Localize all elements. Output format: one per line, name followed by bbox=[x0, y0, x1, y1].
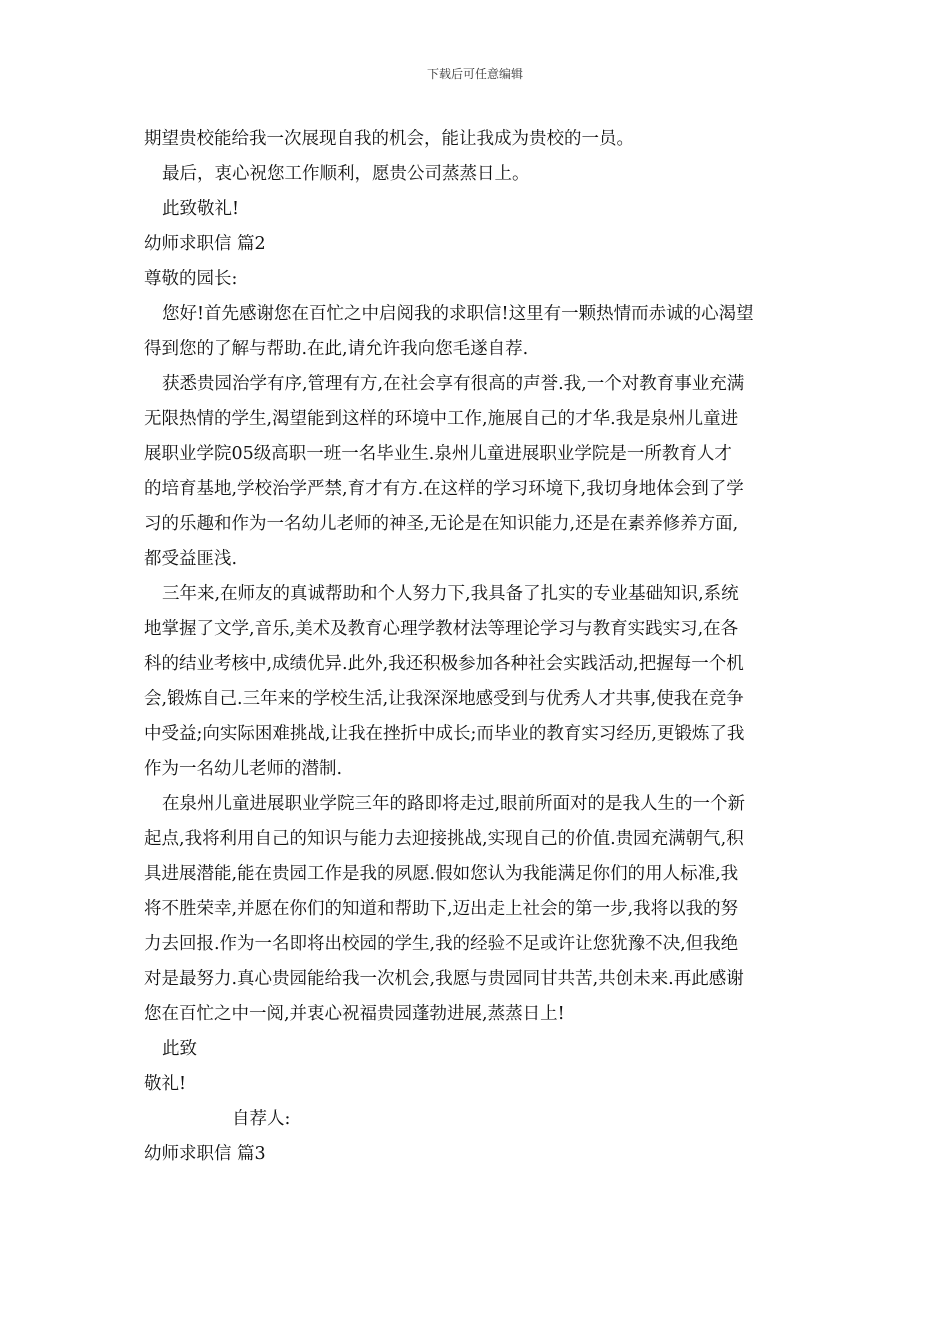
text-line: 习的乐趣和作为一名幼儿老师的神圣,无论是在知识能力,还是在素养修养方面, bbox=[144, 514, 739, 534]
text-line: 展职业学院05级高职一班一名毕业生.泉州儿童进展职业学院是一所教育人才 bbox=[144, 444, 732, 464]
text-line: 地掌握了文学,音乐,美术及教育心理学教材法等理论学习与教育实践实习,在各 bbox=[144, 619, 739, 639]
signature-line: 自荐人: bbox=[232, 1109, 291, 1129]
text-line: 都受益匪浅. bbox=[144, 549, 238, 569]
text-line: 三年来,在师友的真诚帮助和个人努力下,我具备了扎实的专业基础知识,系统 bbox=[162, 584, 739, 604]
text-line: 获悉贵园治学有序,管理有方,在社会享有很高的声誉.我,一个对教育事业充满 bbox=[162, 374, 745, 394]
text-line: 起点,我将利用自己的知识与能力去迎接挑战,实现自己的价值.贵园充满朝气,积 bbox=[144, 829, 744, 849]
text-line: 具进展潜能,能在贵园工作是我的夙愿.假如您认为我能满足你们的用人标准,我 bbox=[144, 864, 739, 884]
text-line: 科的结业考核中,成绩优异.此外,我还积极参加各种社会实践活动,把握每一个机 bbox=[144, 654, 744, 674]
section-title: 幼师求职信 篇2 bbox=[144, 234, 266, 254]
text-line: 您在百忙之中一阅,并衷心祝福贵园蓬勃进展,蒸蒸日上! bbox=[144, 1004, 565, 1024]
letter-body bbox=[144, 122, 814, 1172]
text-line: 对是最努力.真心贵园能给我一次机会,我愿与贵园同甘共苦,共创未来.再此感谢 bbox=[144, 969, 744, 989]
closing-line: 此致敬礼! bbox=[162, 199, 240, 219]
text-line: 最后，衷心祝您工作顺利，愿贵公司蒸蒸日上。 bbox=[162, 164, 530, 184]
page-header: 下载后可任意编辑 bbox=[426, 67, 523, 81]
text-line: 力去回报.作为一名即将出校园的学生,我的经验不足或许让您犹豫不决,但我绝 bbox=[144, 934, 739, 954]
text-line: 中受益;向实际困难挑战,让我在挫折中成长;而毕业的教育实习经历,更锻炼了我 bbox=[144, 724, 745, 744]
text-line: 得到您的了解与帮助.在此,请允许我向您毛遂自荐. bbox=[144, 339, 529, 359]
text-line: 的培育基地,学校治学严禁,育才有方.在这样的学习环境下,我切身地体会到了学 bbox=[144, 479, 744, 499]
text-line: 在泉州儿童进展职业学院三年的路即将走过,眼前所面对的是我人生的一个新 bbox=[162, 794, 746, 814]
text-line: 作为一名幼儿老师的潜制. bbox=[144, 759, 343, 779]
text-line: 无限热情的学生,渴望能到这样的环境中工作,施展自己的才华.我是泉州儿童进 bbox=[144, 409, 739, 429]
text-line: 将不胜荣幸,并愿在你们的知道和帮助下,迈出走上社会的第一步,我将以我的努 bbox=[144, 899, 739, 919]
salutation: 尊敬的园长: bbox=[144, 269, 238, 289]
closing-line: 敬礼! bbox=[144, 1074, 187, 1094]
section-title: 幼师求职信 篇3 bbox=[144, 1144, 266, 1164]
text-line: 期望贵校能给我一次展现自我的机会，能让我成为贵校的一员。 bbox=[144, 129, 634, 149]
text-line: 会,锻炼自己.三年来的学校生活,让我深深地感受到与优秀人才共事,使我在竞争 bbox=[144, 689, 744, 709]
closing-line: 此致 bbox=[162, 1039, 197, 1059]
text-line: 您好!首先感谢您在百忙之中启阅我的求职信!这里有一颗热情而赤诚的心渴望 bbox=[162, 304, 754, 324]
